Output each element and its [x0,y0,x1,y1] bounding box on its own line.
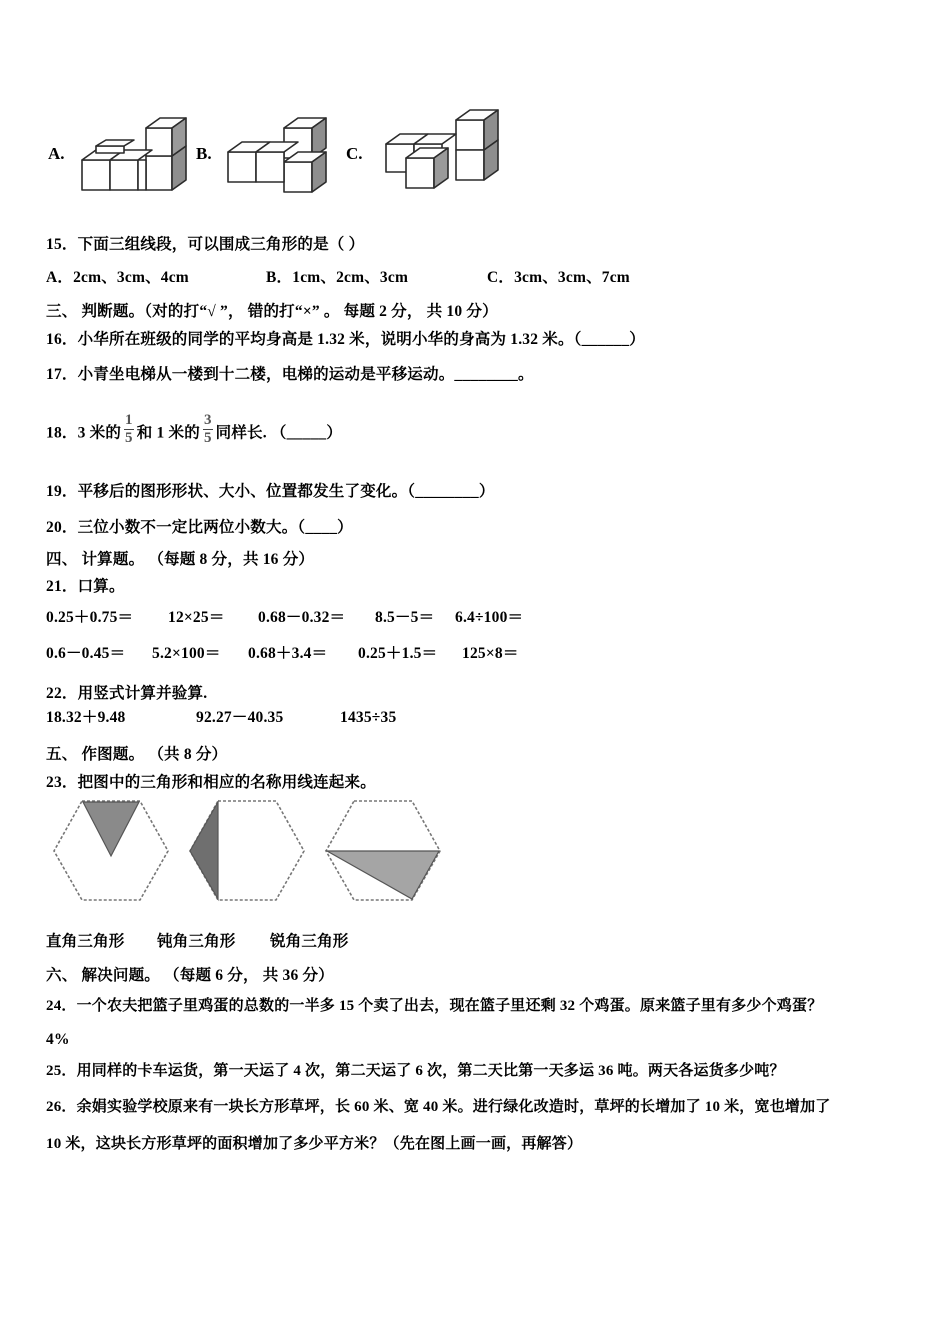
hexagon-figure-2[interactable] [186,795,311,912]
cube-stack-a-icon [72,108,202,208]
q21-row2-item-1: 0.6－0.45＝ [46,645,126,662]
cube-choice-c[interactable] [346,100,526,210]
q20-text: 20．三位小数不一定比两位小数大。（____） [46,519,353,536]
q24-text: 24．一个农夫把篮子里鸡蛋的总数的一半多 15 个卖了出去，现在篮子里还剩 32 个鸡蛋。原来篮子里有多少个鸡蛋？ [46,998,823,1014]
hexagon-figure-1[interactable] [50,795,175,912]
q18-fraction-one-denominator: 5 [125,430,133,446]
q21-row1-item-1: 0.25＋0.75＝ [46,609,134,626]
q15-stem: 15．下面三组线段，可以围成三角形的是（ ） [46,236,365,253]
hexagon-triangle-left-wedge-icon [186,795,311,907]
q18-fraction-one [123,413,135,446]
q17-text: 17．小青坐电梯从一楼到十二楼，电梯的运动是平移运动。________。 [46,366,534,383]
q21-row1-item-5: 6.4÷100＝ [455,609,524,626]
q18-fraction-two [202,413,214,446]
q15-option-a[interactable]: A．2cm、3cm、4cm [46,269,189,286]
hexagon-triangle-lower-half-icon [322,795,452,907]
q18-row [46,412,343,448]
q21-stem: 21．口算。 [46,578,125,595]
q22-item-3: 1435÷35 [340,709,397,726]
q19-text: 19．平移后的图形形状、大小、位置都发生了变化。（________） [46,483,495,500]
q23-figures-row [0,795,950,915]
q18-fraction-one-numerator: 1 [125,412,133,428]
q26-line-2: 10 米，这块长方形草坪的面积增加了多少平方米？（先在图上画一画，再解答） [46,1136,583,1152]
q18-suffix: 同样长. （_____） [215,424,343,442]
q23-name-3[interactable]: 锐角三角形 [270,933,349,950]
q22-item-1: 18.32＋9.48 [46,709,126,726]
q21-row1-item-4: 8.5－5＝ [375,609,435,626]
q16-text: 16．小华所在班级的同学的平均身高是 1.32 米，说明小华的身高为 1.32 米。（______） [46,331,646,348]
cube-choice-c-label: C. [346,144,363,163]
q25-text: 25．用同样的卡车运货，第一天运了 4 次，第二天运了 6 次，第二天比第一天多运 36 吨。两天各运货多少吨？ [46,1063,785,1079]
q15-option-c[interactable]: C．3cm、3cm、7cm [487,269,630,286]
cube-stack-c-icon [372,100,517,210]
cube-choice-b-label: B. [196,144,212,163]
q21-row2-item-5: 125×8＝ [462,645,519,662]
cube-choices-row [0,100,950,210]
hexagon-triangle-top-down-icon [50,795,175,907]
cube-choice-b[interactable] [196,100,356,210]
q23-name-2[interactable]: 钝角三角形 [157,933,236,950]
q15-option-b[interactable]: B．1cm、2cm、3cm [266,269,409,286]
q21-row2-item-3: 0.68＋3.4＝ [248,645,328,662]
q18-fraction-two-denominator: 5 [203,430,212,446]
section-six-heading: 六、 解决问题。 （每题 6 分， 共 36 分） [46,967,334,984]
cube-stack-b-icon [222,104,352,209]
q23-name-1[interactable]: 直角三角形 [46,933,125,950]
q26-line-1: 26．余娟实验学校原来有一块长方形草坪，长 60 米、宽 40 米。进行绿化改造时，草坪的长增加了 10 米，宽也增加了 [46,1099,831,1115]
q22-item-2: 92.27－40.35 [196,709,284,726]
q18-fraction-two-numerator: 3 [203,412,212,428]
q18-prefix: 18．3 米的 [46,424,122,442]
section-three-heading: 三、 判断题。（对的打“√ ”， 错的打“×” 。 每题 2 分， 共 10 分） [46,303,498,320]
q21-row2-item-2: 5.2×100＝ [152,645,221,662]
hexagon-figure-3[interactable] [322,795,452,912]
cube-choice-a[interactable] [48,100,208,210]
cube-choice-a-label: A. [48,144,65,163]
q21-row1-item-2: 12×25＝ [168,609,225,626]
section-four-heading: 四、 计算题。 （每题 8 分，共 16 分） [46,551,315,568]
q22-stem: 22．用竖式计算并验算. [46,685,208,702]
q21-row2-item-4: 0.25＋1.5＝ [358,645,438,662]
q21-row1-item-3: 0.68－0.32＝ [258,609,346,626]
q23-stem: 23．把图中的三角形和相应的名称用线连起来。 [46,774,376,791]
q18-middle: 和 1 米的 [136,424,200,442]
section-five-heading: 五、 作图题。 （共 8 分） [46,746,228,763]
q24-artifact: 4% [46,1031,70,1048]
